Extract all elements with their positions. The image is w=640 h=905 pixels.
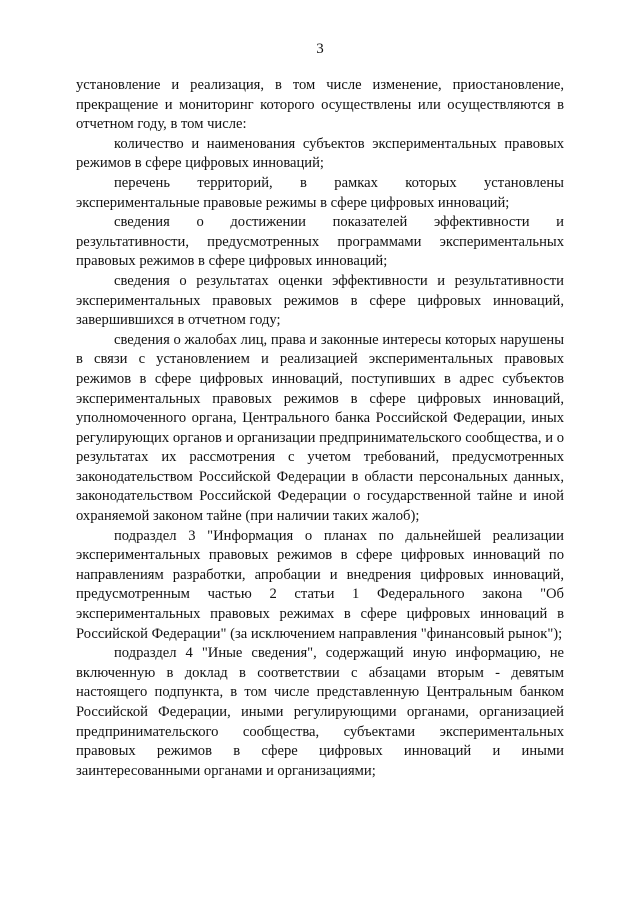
paragraph-3: перечень территорий, в рамках которых установлены экспериментальные правовые режимы в сфере цифровых инноваций; — [76, 174, 564, 211]
document-body — [76, 76, 564, 781]
paragraph-7: подраздел 3 "Информация о планах по дальнейшей реализации экспериментальных правовых режимов в сфере цифровых инноваций по направлениям разработки, апробации и внедрения цифровых инноваций, предусмотренным частью 2 статьи 1 Федерального закона "Об экспериментальных правовых режимах в сфере цифровых инноваций в Российской Федерации" (за исключением направления "финансовый рынок"); — [76, 527, 564, 642]
paragraph-5: сведения о результатах оценки эффективности и результативности экспериментальных правовых режимов в сфере цифровых инноваций, завершившихся в отчетном году; — [76, 272, 564, 329]
paragraph-1: установление и реализация, в том числе изменение, приостановление, прекращение и мониторинг которого осуществлены или осуществляются в отчетном году, в том числе: — [76, 77, 564, 133]
paragraph-2: количество и наименования субъектов экспериментальных правовых режимов в сфере цифровых инноваций; — [76, 135, 564, 172]
paragraph-6: сведения о жалобах лиц, права и законные интересы которых нарушены в связи с установлением и реализацией экспериментальных правовых режимов в сфере цифровых инноваций, поступивших в адрес субъектов экспериментальных правовых режимов в сфере цифровых инноваций, уполномоченного органа, Центрального банка Российской Федерации, иных регулирующих органов и организации предпринимательского сообщества, и о результатах их рассмотрения с учетом требований, предусмотренных законодательством Российской Федерации в области персональных данных, законодательством Российской Федерации о государственной тайне и иной охраняемой законом тайне (при наличии таких жалоб); — [76, 331, 564, 525]
page-number: 3 — [316, 41, 324, 57]
paragraph-8: подраздел 4 "Иные сведения", содержащий иную информацию, не включенную в доклад в соответствии с абзацами вторым - девятым настоящего подпункта, в том числе представленную Центральным банком Российской Федерации, иными регулирующими органами, организацией предпринимательского сообщества, субъектами экспериментальных правовых режимов в сфере цифровых инноваций и иными заинтересованными органами и организациями; — [76, 645, 564, 779]
paragraph-4: сведения о достижении показателей эффективности и результативности, предусмотренных программами экспериментальных правовых режимов в сфере цифровых инноваций; — [76, 214, 564, 270]
